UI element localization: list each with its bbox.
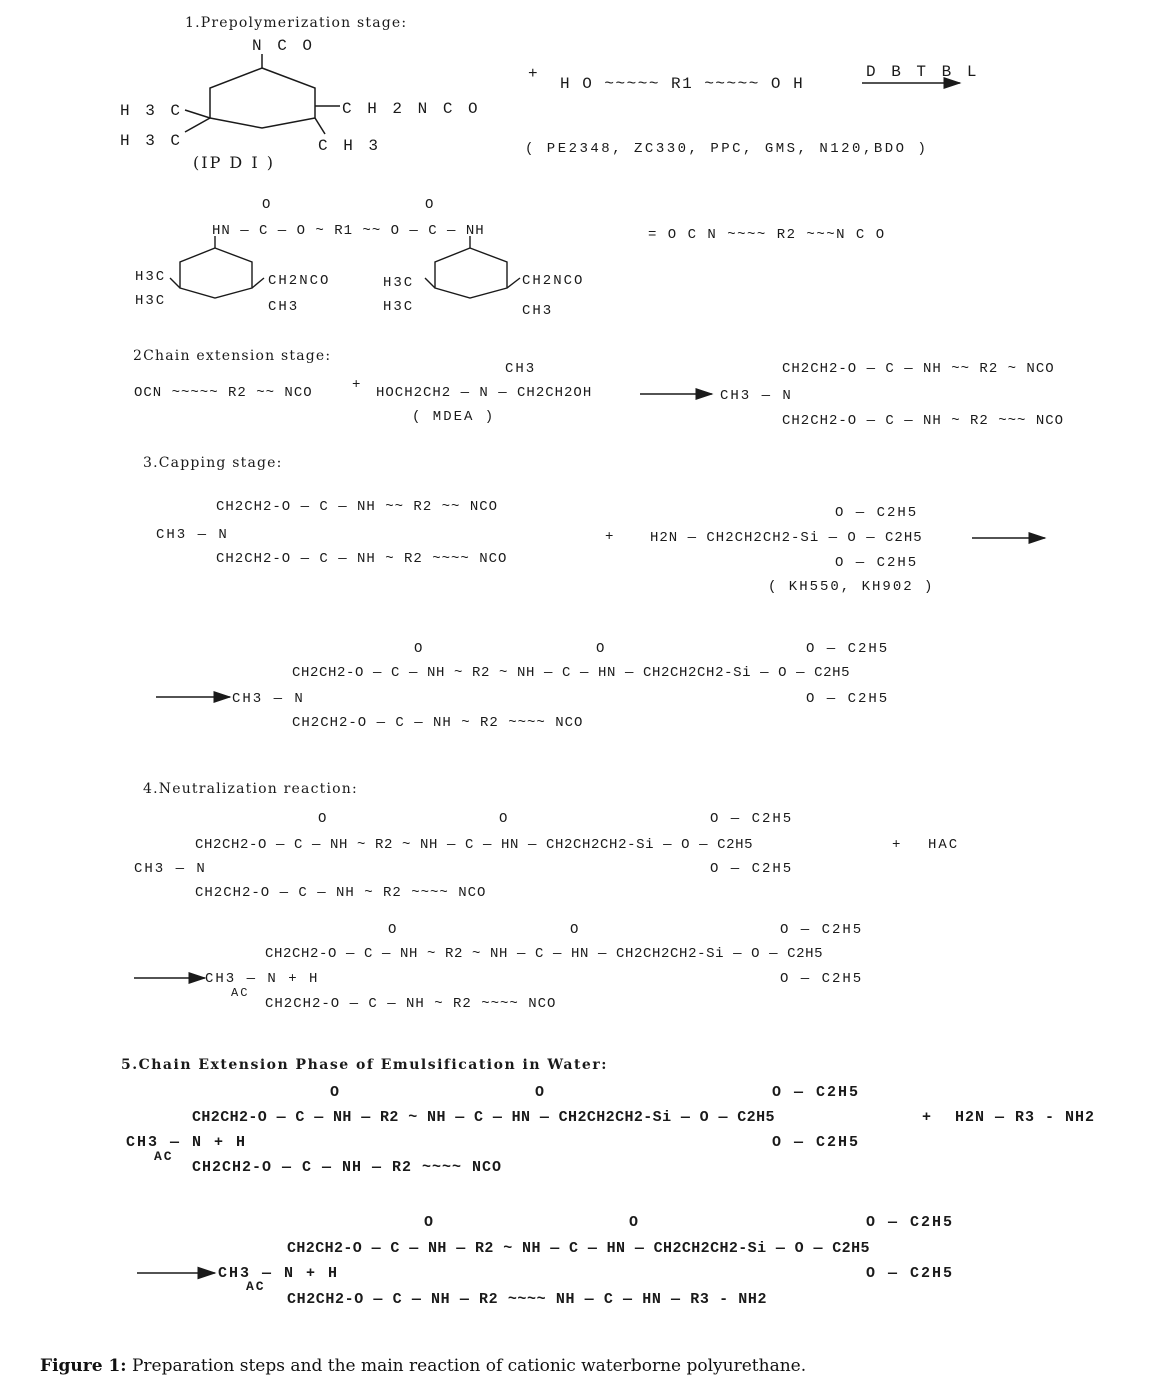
figure-caption bbox=[40, 1356, 806, 1376]
stage4-reac-bot: CH2CH2-O — C — NH ~ R2 ~~~~ NCO bbox=[195, 885, 487, 901]
stage3-prod-oc2h5-bot: O — C2H5 bbox=[806, 691, 890, 707]
silane-names: ( KH550, KH902 ) bbox=[768, 579, 935, 595]
stage3-prod-ch3n: CH3 — N bbox=[232, 691, 305, 707]
stage3-prod-o2: O bbox=[596, 641, 607, 657]
stage3-prod-bot: CH2CH2-O — C — NH ~ R2 ~~~~ NCO bbox=[292, 715, 584, 731]
stage1-plus: + bbox=[528, 65, 541, 83]
ipdi-structure bbox=[185, 54, 340, 134]
stage5-ch3n: CH3 — N + H bbox=[126, 1134, 248, 1151]
stage3-plus: + bbox=[605, 529, 616, 545]
polyols-list-label: ( PE2348, ZC330, PPC, GMS, N120,BDO ) bbox=[525, 141, 929, 157]
stage2-prod-top: CH2CH2-O — C — NH ~~ R2 ~ NCO bbox=[782, 361, 1055, 377]
ring1-ch2nco: CH2NCO bbox=[268, 273, 331, 289]
stage3-ch3n: CH3 — N bbox=[156, 527, 229, 543]
mdea-ch3: CH3 bbox=[505, 361, 537, 377]
stage4-hac: HAC bbox=[928, 837, 960, 853]
stage5-ac: AC bbox=[154, 1149, 174, 1164]
ipdi-nco-label: N C O bbox=[252, 37, 316, 55]
stage3-prod-o1: O bbox=[414, 641, 425, 657]
stage4-prod-o2: O bbox=[570, 922, 581, 938]
ipdi-ch2nco-label: C H 2 N C O bbox=[342, 100, 481, 118]
silane-oc2h5-bot: O — C2H5 bbox=[835, 555, 919, 571]
stage5-prod-bot: CH2CH2-O — C — NH — R2 ~~~~ NH — C — HN — R3 - NH2 bbox=[287, 1291, 768, 1308]
stage5-diamine: H2N — R3 - NH2 bbox=[955, 1109, 1096, 1126]
stage5-prod-ch3n: CH3 — N + H bbox=[218, 1265, 340, 1282]
ring2-ch3: CH3 bbox=[522, 303, 554, 319]
stage2-plus: + bbox=[352, 377, 363, 393]
prepolymer-chain-label: HN — C — O ~ R1 ~~ O — C — NH bbox=[212, 223, 485, 239]
stage3-prod-top: CH2CH2-O — C — NH ~ R2 ~ NH — C — HN — CH2CH2CH2-Si — O — C2H5 bbox=[292, 665, 851, 681]
ipdi-ch3-label: C H 3 bbox=[318, 137, 382, 155]
ring2-h3c-b: H3C bbox=[383, 299, 415, 315]
stage4-prod-bot: CH2CH2-O — C — NH ~ R2 ~~~~ NCO bbox=[265, 996, 557, 1012]
stage5-reac-o1: O bbox=[330, 1084, 342, 1101]
stage2-diisocyanate: OCN ~~~~~ R2 ~~ NCO bbox=[134, 385, 313, 401]
mdea-formula: HOCH2CH2 — N — CH2CH2OH bbox=[376, 385, 593, 401]
ipdi-h3c-label-a: H 3 C bbox=[120, 102, 184, 120]
stage4-prod-ac: AC bbox=[231, 986, 250, 1000]
stage2-prod-ch3n: CH3 — N bbox=[720, 388, 793, 404]
stage5-plus: + bbox=[922, 1109, 934, 1126]
prepolymer-equals-ocn: = O C N ~~~~ R2 ~~~N C O bbox=[648, 227, 886, 243]
ipdi-h3c-label-b: H 3 C bbox=[120, 132, 184, 150]
stage4-prod-oc2h5-top: O — C2H5 bbox=[780, 922, 864, 938]
silane-oc2h5-top: O — C2H5 bbox=[835, 505, 919, 521]
stage2-prod-bot: CH2CH2-O — C — NH ~ R2 ~~~ NCO bbox=[782, 413, 1065, 429]
silane-formula: H2N — CH2CH2CH2-Si — O — C2H5 bbox=[650, 530, 923, 546]
stage-4-title: 4.Neutralization reaction: bbox=[143, 781, 358, 797]
stage5-prod-oc2h5-top: O — C2H5 bbox=[866, 1214, 955, 1231]
stage5-prod-oc2h5-bot: O — C2H5 bbox=[866, 1265, 955, 1282]
stage5-prod-o2: O bbox=[629, 1214, 641, 1231]
ring2-ch2nco: CH2NCO bbox=[522, 273, 585, 289]
prepolymer-o-left: O bbox=[262, 197, 273, 213]
stage4-reac-top: CH2CH2-O — C — NH ~ R2 ~ NH — C — HN — CH2CH2CH2-Si — O — C2H5 bbox=[195, 837, 754, 853]
stage4-prod-top: CH2CH2-O — C — NH ~ R2 ~ NH — C — HN — CH2CH2CH2-Si — O — C2H5 bbox=[265, 946, 824, 962]
stage3-reac-bot: CH2CH2-O — C — NH ~ R2 ~~~~ NCO bbox=[216, 551, 508, 567]
stage-5-title: 5.Chain Extension Phase of Emulsification in Water: bbox=[121, 1057, 608, 1073]
stage5-prod-o1: O bbox=[424, 1214, 436, 1231]
stage4-prod-oc2h5-bot: O — C2H5 bbox=[780, 971, 864, 987]
ring2-h3c-a: H3C bbox=[383, 275, 415, 291]
ring1-ch3: CH3 bbox=[268, 299, 300, 315]
stage5-reac-o2: O bbox=[535, 1084, 547, 1101]
stage-1-title: 1.Prepolymerization stage: bbox=[185, 15, 408, 31]
stage4-reac-o2: O bbox=[499, 811, 510, 827]
stage5-prod-ac: AC bbox=[246, 1279, 266, 1294]
prepolymer-structure bbox=[170, 236, 520, 298]
polyol-label: H O ~~~~~ R1 ~~~~~ O H bbox=[560, 75, 805, 93]
stage5-reac-oc2h5-top: O — C2H5 bbox=[772, 1084, 861, 1101]
stage3-prod-oc2h5-top: O — C2H5 bbox=[806, 641, 890, 657]
stage5-reac-top: CH2CH2-O — C — NH — R2 ~ NH — C — HN — CH2CH2CH2-Si — O — C2H5 bbox=[192, 1109, 775, 1126]
stage-2-title: 2Chain extension stage: bbox=[133, 348, 332, 364]
stage4-reac-oc2h5-bot: O — C2H5 bbox=[710, 861, 794, 877]
prepolymer-o-right: O bbox=[425, 197, 436, 213]
stage4-reac-oc2h5-top: O — C2H5 bbox=[710, 811, 794, 827]
figure-caption-text: Preparation steps and the main reaction of cationic waterborne polyurethane. bbox=[126, 1356, 807, 1376]
stage5-reac-oc2h5-bot: O — C2H5 bbox=[772, 1134, 861, 1151]
stage3-reac-top: CH2CH2-O — C — NH ~~ R2 ~~ NCO bbox=[216, 499, 499, 515]
ring1-h3c-b: H3C bbox=[135, 293, 167, 309]
stage4-plus: + bbox=[892, 837, 903, 853]
mdea-name: ( MDEA ) bbox=[412, 409, 496, 425]
stage4-reac-o1: O bbox=[318, 811, 329, 827]
catalyst-label: D B T B L bbox=[866, 63, 980, 81]
stage4-ch3n: CH3 — N bbox=[134, 861, 207, 877]
stage4-prod-ch3n: CH3 — N + H bbox=[205, 971, 320, 987]
ring1-h3c-a: H3C bbox=[135, 269, 167, 285]
stage-3-title: 3.Capping stage: bbox=[143, 455, 283, 471]
stage4-prod-o1: O bbox=[388, 922, 399, 938]
figure-caption-prefix: Figure 1: bbox=[40, 1356, 127, 1376]
stage5-prod-top: CH2CH2-O — C — NH — R2 ~ NH — C — HN — CH2CH2CH2-Si — O — C2H5 bbox=[287, 1240, 870, 1257]
stage5-reac-bot: CH2CH2-O — C — NH — R2 ~~~~ NCO bbox=[192, 1159, 503, 1176]
ipdi-name-label: (IP D I ) bbox=[193, 153, 275, 172]
